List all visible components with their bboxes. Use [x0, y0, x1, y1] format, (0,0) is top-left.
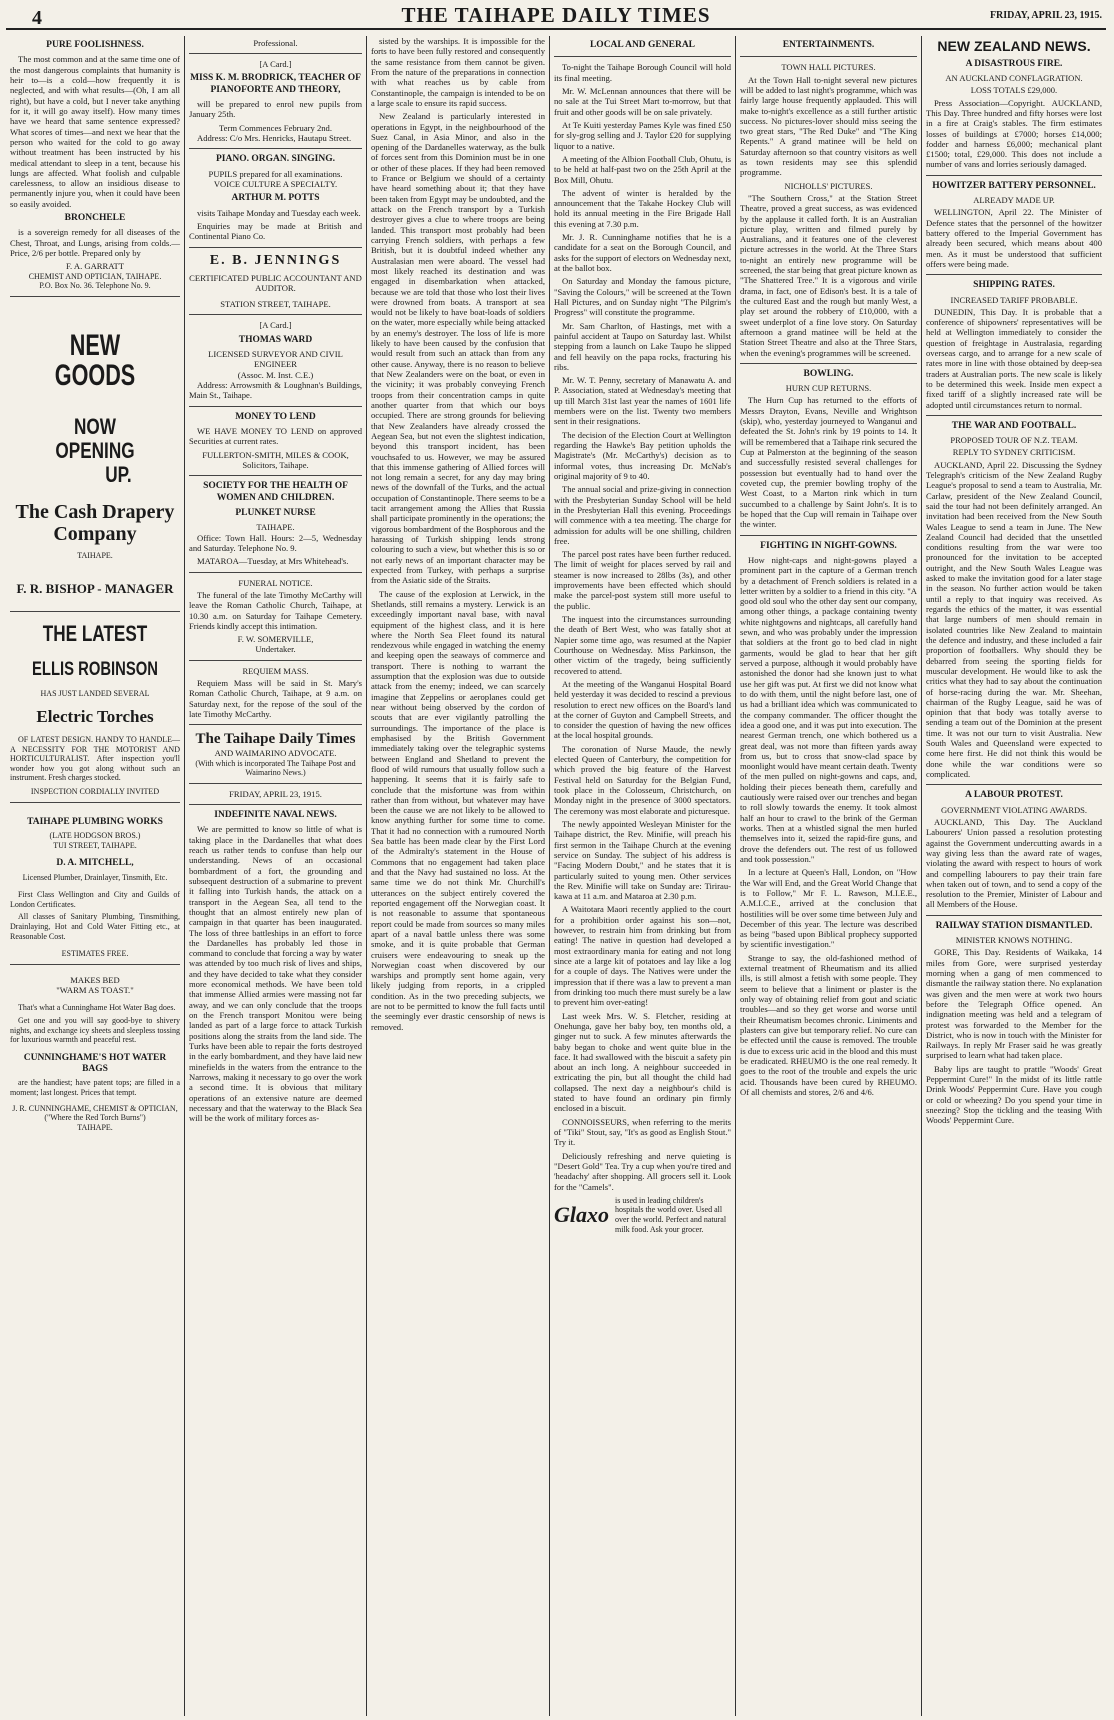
reply-subheading: REPLY TO SYDNEY CRITICISM. [952, 447, 1076, 458]
column-2 [185, 36, 366, 1716]
howitzer-text: WELLINGTON, April 22. The Minister of Defence states that the personnel of the howitzer battery offered to the Imperial Government has already been secured, which means about 400 men. As it must be understood that sufficient offers were being made. [926, 207, 1102, 269]
plunket-office: Office: Town Hall. Hours: 2—5, Wednesday and Saturday. Telephone No. 9. [189, 532, 362, 554]
naval-news-heading: INDEFINITE NAVAL NEWS. [214, 810, 337, 820]
mitchell-services: All classes of Sanitary Plumbing, Tinsmithing, Drainlaying, Hot and Cold Water Fitting etc., at Reasonable Cost. [10, 912, 180, 941]
card-label: [A Card.] [259, 59, 292, 70]
plunket-heading: PLUNKET NURSE [235, 508, 316, 519]
somerville-name: F. W. SOMERVILLE, [237, 634, 314, 645]
entertainments-heading: ENTERTAINMENTS. [782, 40, 875, 50]
bowling-heading: BOWLING. [803, 368, 854, 379]
local-general-heading: LOCAL AND GENERAL [589, 40, 696, 50]
pupils-text: PUPILS prepared for all examinations. [208, 168, 343, 179]
local-item: The coronation of Nurse Maude, the newly elected Queen of Canterbury, the competition for which proved the big feature of the Harvest Festival held on Saturday for the Belgian Fund, took place in the Colosseum, Christchurch, on Monday night in the presence of 3000 spectators. The ceremony was most elaborate and picturesque. [554, 743, 731, 816]
column-5 [736, 36, 921, 1716]
nicholls-text: "The Southern Cross," at the Station Street Theatre, proved a great success, as was evidenced by the applause it called forth. It is an Australian picture play, written and filmed purely by Australians, and it features one of the cleverest picture actresses in the world. At the Three Stars to-night an entirely new programme will be screened, the star being that great picture known as "The Shattered Tree." It is a vigorous and virile drama, in fact, one of Edison's best. It is a tale of the cultured East and the rough but manly West, a play set around the robbery of £10,000, with a sweet underplot of a fine love story. On Saturday afternoon a grand matinee will be held at the Station Street Theatre and also at the Three Stars, when the evening's programmes will be screened. [740, 192, 917, 358]
hot-water-bag-text: That's what a Cunninghame Hot Water Bag does. [18, 1003, 176, 1013]
local-item: To-night the Taihape Borough Council will hold its final meeting. [554, 62, 731, 83]
incorporated-note: (With which is incorporated The Taihape Post and Waimarino News.) [195, 758, 356, 778]
local-item: A meeting of the Albion Football Club, Ohutu, is to be held at half-past two on the 25th April at the Box Mill, Ohutu. [554, 153, 731, 185]
local-item: Mr. W. McLennan announces that there will be no sale at the Tui Street Mart to-morrow, but that fruit and other goods will be on sale privately. [554, 86, 731, 117]
garratt-title: CHEMIST AND OPTICIAN, TAIHAPE. [28, 271, 162, 281]
howitzer-heading: HOWITZER BATTERY PERSONNEL. [932, 180, 1096, 191]
waimarino-title: AND WAIMARINO ADVOCATE. [214, 748, 337, 759]
tdt-title: The Taihape Daily Times [195, 731, 356, 748]
professional-heading: Professional. [253, 38, 298, 48]
war-football-text: AUCKLAND, April 22. Discussing the Sydney Telegraph's criticism of the New Zealand Rugby League's proposal to send a team to Australia, Mr. Carlaw, president of the New Zealand Council, said the tour had not been definitely arranged. An invitation had been received from the New South Wales League to send a team in June. The New Zealand Council had decided that the unsettled conditions resulting from the war were too pronounced for the invitation to be accepted outright, and the New South Wales League was asked to make the invitation good for a later stage in the season. No further action would be taken until a reply to that inquiry was received. As regards the ethics of the matter, it was essential that large numbers of men should remain in isolated countries like New Zealand to maintain the defence and industry, and these included a fair proportion of footballers. Why should they be debarred from seeing the sporting fields for muscular development. He would like to ask the critics what they had to say about the continuation of horse-racing during the war. Mr. Sheehan, chairman of the Rugby League, said he was of opinion that that body was totally averse to sending a team out of the Dominion at the present time. It was not our turn to visit Australia. New South Wales and Queensland were expected to come here first. He did not think this would be done while the war conditions were so complicated. [926, 459, 1102, 780]
garratt-contact: P.O. Box No. 36. Telephone No. 9. [39, 281, 151, 291]
masthead [6, 4, 1106, 30]
bags-text: are the handiest; have patent tops; are filled in a moment; last longest. Prices that tempt. [10, 1078, 180, 1098]
mitchell-certificates: First Class Wellington and City and Guilds of London Certificates. [10, 890, 180, 909]
rheumo-text: Strange to say, the old-fashioned method of external treatment of Rheumatism and its allied ills, is still almost a fetish with some people. They seem to believe that a liniment or plaster is the only way of obtaining relief from gout and sciatic troubles—and so they get worse and worse until their Rheumatism becomes chronic. Liniments and plasters can give but temporary relief. No cure can be effected until the cause is removed. The trouble is due to excess uric acid in the blood and this must be eradicated. RHEUMO is the one real remedy. It goes to the root of the trouble and expels the uric acid. Thousands have been cured by RHEUMO. Of all chemists and stores, 2/6 and 4/6. [740, 952, 917, 1097]
piano-heading: PIANO. ORGAN. SINGING. [215, 154, 336, 165]
column-3 [367, 36, 549, 1716]
jennings-name: E. B. JENNINGS [209, 252, 342, 268]
bronchele-text: is a sovereign remedy for all diseases of the Chest, Throat, and Lungs, arising from colds.—Price, 2/6 per bottle. Prepared only by [10, 227, 180, 259]
ellis-robinson: ELLIS ROBINSON [32, 658, 158, 680]
plunket-town: TAIHAPE. [256, 522, 295, 533]
tour-subheading: PROPOSED TOUR OF N.Z. TEAM. [950, 435, 1078, 446]
editorial-date: FRIDAY, APRIL 23, 1915. [229, 788, 322, 799]
up-text: UP. [105, 462, 132, 488]
editorial-continued: sisted by the warships. It is impossible for the forts to have been fully restored and consequently the same resistance from them cannot be given. From the nature of the preparations in connection with what reaches us by cable from Constantinople, the campaign is intended to be on a large scale to ensure its rapid success. [371, 36, 545, 108]
cash-drapery-name: The Cash Drapery Company [15, 501, 175, 546]
local-item: On Saturday and Monday the famous picture, "Saving the Colours," will be screened at the Town Hall Pictures, and on Sunday night "The Pilgrim's Progress" will constitute the programme. [554, 276, 731, 318]
local-item: CONNOISSEURS, when referring to the merits of "Tiki" Stout, say, "It's as good as English Stout." Try it. [554, 1116, 731, 1148]
brodrick-heading: MISS K. M. BRODRICK, TEACHER OF PIANOFORTE AND THEORY, [190, 73, 361, 95]
pure-foolishness-heading: PURE FOOLISHNESS. [46, 40, 144, 50]
columns [6, 36, 1106, 1716]
get-one-text: Get one and you will say good-bye to shivery nights, and exchange icy sheets and sleepless tossing for luxurious warmth and peaceful rest. [10, 1015, 180, 1045]
local-item: The inquest into the circumstances surrounding the death of Bert West, who was fatally shot at Napier some time ago, was resumed at the Napier Courthouse on Wednesday. Miss Parkinson, the other victim of the tragedy, being sufficiently recovered to attend. [554, 614, 731, 676]
fire-heading: A DISASTROUS FIRE. [965, 58, 1063, 69]
local-item: A Waitotara Maori recently applied to the court for a prohibition order against his son—not, however, to restrain him from drinking but from eating! The native in question had developed a most extraordinary mania for eating and not long since ate a large kit of potatoes and lay like a log for a couple of days. The Natives were under the impression that if there was a law to prevent a man from drinking too much there must surely be a law to prevent him over-eating! [554, 904, 731, 1008]
town-hall-text: At the Town Hall to-night several new pictures will be added to last night's programme, which was fairly large house frequently applauded. This will make to-night's excellence as a still further artistic success. No pictures-lover should miss seeing the two great stars, "The Red Duke" and "The King Repents." A grand matinee will be held on Saturday afternoon so that country visitors as well as town residents may see this splendid programme. [740, 74, 917, 178]
column-1 [6, 36, 184, 1716]
bags-heading: CUNNINGHAME'S HOT WATER BAGS [23, 1052, 167, 1075]
red-torch: ("Where the Red Torch Burns") [44, 1113, 146, 1123]
fighting-text: How night-caps and night-gowns played a prominent part in the capture of a German trench by a detachment of French soldiers is related in a letter written by a soldier to a friend in this city. "A good old soul who the other day sent our company, among other things, a package containing twenty white nightgowns and nightcaps, all carefully hand sewn, and who was probably under the impression that soldiers at the front go to bed clad in night garments, would be glad to hear that her gift served a purpose, although it would probably have astonished the donor had she known just to what use her gift was put. At first we did not know what to do with them, until the night before last, one of us had a brilliant idea which was communicated to the company commander. The officer thought the idea a good one, and it was put into execution. The nearest German trench, one which bothered us a great deal, was not more than fifteen yards away from us, but to cross that snow-clad space by moonlight would have meant certain death. Twenty of the men pulled on night-gowns and caps, and, holding their pieces beneath them, carefully and cautiously were raised over our trenches and began to roll slowly towards the enemy. It took almost half an hour to crawl to the brink of the German works. Then at a whistled signal the men hurled themselves into it, seized the rapid-fire guns, and drove the defenders out. The rest of us followed and took possession." [740, 554, 917, 864]
latest-heading: THE LATEST [42, 620, 148, 646]
plumbing-street: TUI STREET, TAIHAPE. [53, 840, 137, 850]
fire-subheading: AN AUCKLAND CONFLAGRATION. [945, 73, 1083, 84]
newspaper-title: THE TAIHAPE DAILY TIMES [401, 3, 711, 28]
newspaper-page [6, 4, 1106, 1716]
brodrick-address: Address: C/o Mrs. Henricks, Hautapu Street. [197, 133, 352, 144]
mitchell-trade: Licensed Plumber, Drainlayer, Tinsmith, Etc. [22, 872, 168, 882]
mitchell-name: D. A. MITCHELL, [56, 858, 134, 869]
labour-heading: A LABOUR PROTEST. [965, 790, 1063, 801]
local-item: Deliciously refreshing and nerve quieting is "Desert Gold" Tea. Try a cup when you're tired and 'headachy' after shopping. All grocers sell it. Look for the "Camels". [554, 1150, 731, 1192]
local-item: The parcel post rates have been further reduced. The limit of weight for places served by rail and steamer is now increased to 28lbs (3s), and other improvements have been effected which should make the parcel-post system still more useful to the public. [554, 549, 731, 611]
pure-foolishness-text: The most common and at the same time one of the most dangerous complaints that humanity is heir to—is a cold—how frequently it is neglected, and with what results—(Oh, I am all right), but have a cold, but I never take anything for it, it will go away itself). How many times have we heard that same sentence expressed? What scores of times—and next we hear that the person who waited for the cold to go away without treatment has been instructed by his medical attendant to sleep in a tent, because his lungs are affected. What foolish and culpable carelessness, to allow an insidious disease to permanently injure you, when it could have been so easily avoided. [10, 54, 180, 209]
hurn-cup-heading: HURN CUP RETURNS. [785, 383, 872, 394]
brodrick-term: Term Commences February 2nd. [219, 122, 332, 133]
local-item: The advent of winter is heralded by the announcement that the Takahe Hockey Club will hold its annual meeting in the Fire Brigade Hall this evening at 7.30 p.m. [554, 187, 731, 229]
glaxo-ad [554, 1196, 731, 1234]
jennings-street: STATION STREET, TAIHAPE. [220, 299, 331, 310]
estimates-free: ESTIMATES FREE. [61, 949, 129, 959]
shipping-heading: SHIPPING RATES. [973, 280, 1055, 291]
bishop-manager: F. R. BISHOP - MANAGER [16, 581, 174, 597]
ward-name: THOMAS WARD [238, 334, 313, 345]
hurn-cup-text: The Hurn Cup has returned to the efforts of Messrs Drayton, Evans, Neville and Wrightson (skip), who, yesterday journeyed to Wanganui and defeated the St. John's rink by 19 points to 14. It will be remembered that a Taihape rink secured the Cup at Palmerston at the beginning of the season and successfully resisted several challenges for possession but eventually had to hand over the coveted cup, the premier bowling trophy of the West Coast, to a Marton rink which in turn succumbed to a challenge by Saint John's. It is to be hoped that the Cup will remain in Taihape over the winter. [740, 395, 917, 530]
warm-as-toast: "WARM AS TOAST." [56, 985, 134, 996]
requiem-text: Requiem Mass will be said in St. Mary's Roman Catholic Church, Taihape, at 9 a.m. on Saturday next, for the repose of the soul of the late Timothy McCarthy. [189, 677, 362, 719]
potts-visits: visits Taihape Monday and Tuesday each week. [197, 207, 361, 218]
ward-address: Address: Arrowsmith & Loughnan's Buildings, Main St., Taihape. [189, 380, 362, 401]
page-number: 4 [32, 7, 42, 29]
column-6 [922, 36, 1106, 1716]
electric-torches: Electric Torches [36, 707, 154, 727]
local-item: The newly appointed Wesleyan Minister for the Taihape district, the Rev. Minifie, will preach his first sermon in the Taihape Church at the evening service on Sunday. The subject of his address is "Facing Modern Doubt," and he states that it is particularly suited to young men. Other services the Rev. Minifie will take on Sunday are: Tirirau-kawa at 11 a.m. and Mataroa at 2.30 p.m. [554, 818, 731, 902]
fullerton-name: FULLERTON-SMITH, MILES & COOK, [202, 449, 349, 460]
local-item: The decision of the Election Court at Wellington regarding the Hawke's Bay petition upholds the Magistrate's (Mr. McCarthy's) decision as to informal votes, thus increasing Dr. McNab's original majority of 9 to 40. [554, 429, 731, 481]
column-4 [550, 36, 735, 1716]
fullerton-title: Solicitors, Taihape. [242, 459, 309, 470]
lecture-text: In a lecture at Queen's Hall, London, on "How the War will End, and the Great World Change that is to Follow," Mr F. L. Rawson, M.I.E.E., A.M.I.C.E., arrived at the conclusion that hostilities will be over some time between July and December of this year. The lecture was described as being "based upon Biblical prophecy supported by scientific investigation." [740, 867, 917, 950]
plunket-mataroa: MATAROA—Tuesday, at Mrs Whitehead's. [197, 556, 349, 567]
plumbing-heading: TAIHAPE PLUMBING WORKS [27, 816, 163, 827]
new-goods-heading: NEW GOODS [54, 328, 136, 392]
fire-text: Press Association—Copyright. AUCKLAND, This Day. Three hundred and fifty horses were lost in a fire at Craig's stables. The firm estimates losses of buildings at £7000; horses £14,000; fodder and harness £6,000; mechanical plant £1500; total, £29,000. This does not include a number of vans and lorries seriously damaged. [926, 97, 1102, 170]
nicholls-heading: NICHOLLS' PICTURES. [784, 180, 873, 191]
money-heading: MONEY TO LEND [235, 411, 316, 422]
brodrick-enrol: will be prepared to enrol new pupils from January 25th. [189, 99, 362, 120]
cash-drapery-town: TAIHAPE. [77, 551, 113, 561]
ward-title: LICENSED SURVEYOR AND CIVIL ENGINEER [208, 349, 343, 370]
labour-text: AUCKLAND, This Day. The Auckland Labourers' Union passed a resolution protesting against the Government undercutting awards in a way giving less than the award rate of wages, violating the award with respect to hours of work and compelling labourers to pay their train fare when taken out of town, and to send a copy of the resolution to the Premier, Minister of Labour and all Members of the House. [926, 816, 1102, 910]
nz-news-heading: NEW ZEALAND NEWS. [937, 38, 1091, 54]
editorial-nz-interest: New Zealand is particularly interested in operations in Egypt, in the neighbourhood of the Suez Canal, in Asia Minor, and also in the opening of the Dardanelles waterway, as the bulk of forces sent from this Dominion must be in one or other of these places. If they had been removed to France or Belgium we should of a certainty have heard something about it; that they have been taken from Egypt may be undoubted, and the attack on the French transport by a Turkish destroyer gives a clue to where troops are being landed. This transport most probably had been carrying French soldiers, with perhaps a few British, but it is doubtful indeed whether any Australasian men were aboard. The vessel had most likely reached its destination and was engaged in disembarkation when attacked, because we are told that those who lost their lives were drowned from boats. A transport at sea would not be likely to have boat-loads of soldiers on the water, more especially while being attacked by an enemy's destroyer. The loss of life is more likely to have been caused by the confusion that would result from such an attack than from any other cause. Anyway, there is no reason to believe that New Zealanders were on the boat, or even in the vicinity; it was probably conveying French troops from their concentration camps in quite another quarter from that which our boys occupied. There are strong grounds for believing that New Zealanders have already crossed the Aegean Sea, but not even the slightest indication, beyond this transport incident, has been vouchsafed to us. However, we may be assured that this immense gathering of Allied forces will not long remain a secret, for any day may bring news of the downfall of the Turks, and the actual occupation of Constantinople. There seems to be a tacit arrangement among the Allies that Russia shall participate prominently in the operations; the vigorous bombardment of the Bosphorous and the harassing of Turkish shipping lends strong colouring to such a view, but whether this is so or not early news of an important character may be expected from Turkey, with perhaps a surprise from the Asiatic side of the Straits. [371, 111, 545, 586]
potts-enquiries: Enquiries may be made at British and Continental Piano Co. [189, 221, 362, 242]
inspection-invited: INSPECTION CORDIALLY INVITED [30, 786, 160, 796]
potts-name: ARTHUR M. POTTS [231, 193, 320, 204]
railway-text: GORE, This Day. Residents of Waikaka, 14 miles from Gore, were surprised yesterday morning when a gang of men commenced to dismantle the railway station there. No explanation was given and the men were at work two hours before the Telegraph Office opened. An indignation meeting was held and a telegram of protest was forwarded to the Member for the District, who is now in touch with the Minister for Railways. In reply Mr Fraser said he was greatly surprised to learn what had taken place. [926, 947, 1102, 1061]
makes-bed: MAKES BED [70, 974, 120, 985]
local-item: At Te Kuiti yesterday Pames Kyle was fined £50 for sly-grog selling and J. Taylor £20 for supplying liquor to a native. [554, 119, 731, 151]
jennings-title: CERTIFICATED PUBLIC ACCOUNTANT AND AUDITOR. [189, 272, 362, 293]
violating-subheading: GOVERNMENT VIOLATING AWARDS. [940, 804, 1088, 815]
local-item: Mr. Sam Charlton, of Hastings, met with a painful accident at Taupo on Saturday last. Whilst stepping from a launch on Lake Taupo he slipped and fell heavily on the papa rocks, fracturing his ribs. [554, 320, 731, 372]
already-made-up: ALREADY MADE UP. [973, 195, 1055, 206]
glaxo-text: is used in leading children's hospitals the world over. Used all over the world. Perfect and natural milk food. Ask your grocer. [615, 1195, 727, 1234]
peppermint-cure-text: Baby lips are taught to prattle "Woods' Great Peppermint Cure!" In the midst of its little rattle Drink Woods' Peppermint Cure. Have you cough or cold or wheezing? Do you spend your time in sneezing? Stop the tickling and the teasing With Woods' Peppermint Cure. [926, 1063, 1102, 1126]
undertaker-title: Undertaker. [255, 644, 296, 655]
landed-text: HAS JUST LANDED SEVERAL [40, 688, 150, 698]
now-text: NOW [74, 413, 116, 439]
torches-text: OF LATEST DESIGN. HANDY TO HANDLE—A NECESSITY FOR THE MOTORIST AND HORTICULTURALIST. After inspection you'll wonder how you got along without such an instrument. Fresh charges stocked. [10, 735, 180, 783]
shipping-text: DUNEDIN, This Day. It is probable that a conference of shipowners' representatives will be held at Wellington immediately to consider the question of freightage in Australasia, regarding overseas cargo, and to arrange for a new scale of rates more in line with those obtained by deep-sea traders at Australian ports. The new scale is likely to be determined this week. Inside men expect a fixed tariff of a slightly increased rate will be adopted until circumstances return to normal. [926, 306, 1102, 410]
minister-subheading: MINISTER KNOWS NOTHING. [955, 935, 1073, 946]
loss-subheading: LOSS TOTALS £29,000. [970, 85, 1058, 96]
cunninghame-town: TAIHAPE. [77, 1122, 113, 1132]
bronchele-heading: BRONCHELE [64, 213, 126, 224]
plumbing-late: (LATE HODGSON BROS.) [49, 830, 141, 840]
issue-date: FRIDAY, APRIL 23, 1915. [989, 10, 1102, 21]
cunninghame-name: J. R. CUNNINGHAME, CHEMIST & OPTICIAN, [12, 1103, 178, 1113]
society-heading: SOCIETY FOR THE HEALTH OF WOMEN AND CHILDREN. [203, 481, 348, 503]
voice-culture: VOICE CULTURE A SPECIALTY. [213, 179, 338, 190]
funeral-text: The funeral of the late Timothy McCarthy will leave the Roman Catholic Church, Taihape, at 10.30 a.m. on Saturday for Taihape Cemetery. Friends kindly accept this intimation. [189, 589, 362, 631]
local-item: The annual social and prize-giving in connection with the Presbyterian Sunday School will be held in the Presbyterian Hall this evening. Proceedings will commence with a tea meeting. The charge for admission for adults will be one shilling, children free. [554, 484, 731, 546]
funeral-heading: FUNERAL NOTICE. [238, 577, 313, 588]
railway-heading: RAILWAY STATION DISMANTLED. [935, 920, 1093, 931]
glaxo-logo: Glaxo [554, 1201, 609, 1227]
requiem-heading: REQUIEM MASS. [242, 665, 309, 676]
opening-text: OPENING [55, 438, 135, 464]
war-football-heading: THE WAR AND FOOTBALL. [951, 420, 1077, 431]
editorial-lerwick: The cause of the explosion at Lerwick, in the Shetlands, still remains a mystery. Lerwick is an exceedingly important naval base, with naval equipment of the highest class, and it is here where the North Sea Fleet found its natural rendezvous while engaged in watching the enemy and keeping open the seaways of commerce and transport. There is nothing to warrant the assumption that the explosion was due to outside attack from the enemy; indeed, we can scarcely imagine that Zeppelins or aeroplanes could get near without being observed by the cordon of scouts that are ever vigilantly patrolling the surroundings. The importance of the place is emphasised by the British Government immediately taking over the telegraphic systems between England and Shetland to prevent the flood of wild rumours that usually follow such a happening. It seems that it is fairly safe to conclude that the misfortune was from within rather than from without, but whatever may have been the cause we are not likely to be allowed to know anything further for some time to come. That it had no connection with a rumoured North Sea battle has been made clear by the First Lord of the Admiralty's statement in the House of Commons that no engagement had taken place and that the Navy had sustained no loss. At the same time we do not think Mr. Churchill's utterances on the subject entirely covered the reported engagement off the Norwegian coast. It is not reasonable to assume that spontaneous report could be made from sources so many miles apart of a naval battle unless there was some smoke, and it is quite probable that German cruisers were endeavouring to sneak up the Norwegian coast when discovered by our warships and promptly sent home again, very likely judging from reports, in a crippled condition. As in the two preceding subjects, we are not to be permitted to know the full facts until the seemingly ever drastic censorship of news is removed. [371, 588, 545, 1032]
fighting-heading: FIGHTING IN NIGHT-GOWNS. [760, 540, 897, 551]
local-item: Mr. J. R. Cunninghame notifies that he is a candidate for a seat on the Borough Council, and asks for the support of electors on Wednesday next, at the ballot box. [554, 232, 731, 274]
card-label-2: [A Card.] [259, 320, 292, 331]
ward-assoc: (Assoc. M. Inst. C.E.) [237, 369, 314, 380]
naval-news-text: We are permitted to know so little of what is taking place in the Dardanelles that what does reach us rather tends to confuse than help our understanding. News of an occasional bombardment of a fort, the grounding and subsequent destruction of a submarine to prevent it falling into Turkish hands, the attack on a transport in the Aegean Sea, all tend to the thought that an almost entirely new plan of campaign in that quarter has been inaugurated. The loss of three battleships in an effort to force the Dardanelles has probably led those in command to conclude that forcing a way by water was attended by too much risk of lives and ships, and they have decided to take what they consider more economical methods. We have been told that immense Allied armies were massing not far away, and we can only conclude that the troops on the French transport Monitou were being landed as part of a large force to attack Turkish positions along the straits from the land side. The Turks have been able to repair the forts destroyed in the early bombardment, and they have laid new minefields in the waters from the entrance to the Narrows, making it necessary to go over the work a second time. It is obvious that military operations of an extensive nature are deemed necessary and that the waterway to the Black Sea will be the work of military forces as- [189, 824, 362, 1124]
town-hall-heading: TOWN HALL PICTURES. [781, 62, 876, 73]
local-item: Mr. W. T. Penny, secretary of Manawatu A. and P. Association, stated at Wednesday's meeting that up till March 31st last year the names of 1601 life members were on the list. Twenty two members sent in their resignations. [554, 375, 731, 427]
money-text: WE HAVE MONEY TO LEND on approved Securities at current rates. [189, 426, 362, 447]
tariff-subheading: INCREASED TARIFF PROBABLE. [950, 294, 1078, 305]
local-item: At the meeting of the Wanganui Hospital Board held yesterday it was decided to rescind a previous resolution to erect new offices on the Board's land at the corner of Guyton and Campbell Streets, and to consider the question of having the new offices at the local hospital grounds. [554, 678, 731, 741]
garratt-name: F. A. GARRATT [65, 261, 125, 272]
local-item: Last week Mrs. W. S. Fletcher, residing at Onehunga, gave her baby boy, ten months old, a ginger nut to suck. A few minutes afterwards the baby began to choke and went quite blue in the face. It had swallowed with the biscuit a safety pin about an inch long. A neighbour succeeded in extricating the pin, but all thought the child had collapsed. The next day a neighbour's child is stated to have found an ordinary pin firmly enclosed in a biscuit. [554, 1010, 731, 1114]
